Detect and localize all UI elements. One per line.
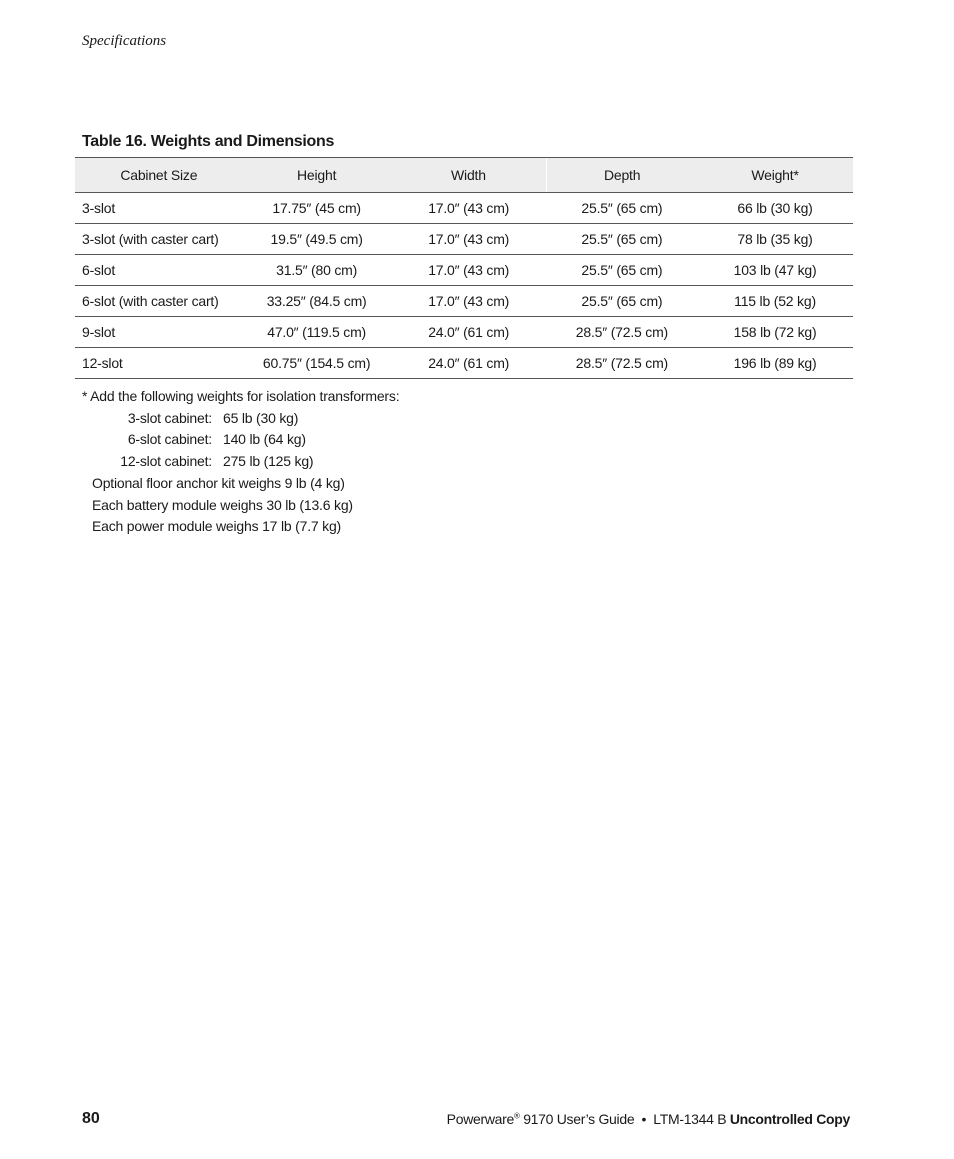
cell-height: 33.25″ (84.5 cm): [243, 286, 391, 317]
transformer-value: 275 lb (125 kg): [223, 453, 314, 470]
column-header-cabinet-size: Cabinet Size: [75, 158, 243, 193]
cell-width: 24.0″ (61 cm): [391, 348, 547, 379]
transformer-weight-item: [82, 408, 399, 430]
transformer-label: 3-slot cabinet:: [127, 409, 212, 426]
cell-cabinet-size: 12-slot: [75, 348, 243, 379]
document-footer: [447, 1111, 850, 1127]
cell-depth: 25.5″ (65 cm): [547, 224, 697, 255]
column-header-height: Height: [243, 158, 391, 193]
footnote-intro: * Add the following weights for isolation transformers:: [82, 388, 400, 404]
cell-height: 31.5″ (80 cm): [243, 255, 391, 286]
table-row: [75, 317, 853, 348]
cell-weight: 103 lb (47 kg): [697, 255, 853, 286]
footnote-extra: Each power module weighs 17 lb (7.7 kg): [92, 518, 342, 535]
table-row: [75, 348, 853, 379]
transformer-value: 140 lb (64 kg): [223, 431, 306, 448]
table-row: [75, 193, 853, 224]
table-row: [75, 255, 853, 286]
cell-cabinet-size: 9-slot: [75, 317, 243, 348]
transformer-label: 12-slot cabinet:: [120, 453, 212, 470]
column-header-weight: Weight*: [697, 158, 853, 193]
footnote-extra: Optional floor anchor kit weighs 9 lb (4 kg): [92, 474, 345, 491]
transformer-weight-item: [82, 451, 399, 473]
cell-cabinet-size: 3-slot (with caster cart): [75, 224, 243, 255]
cell-height: 60.75″ (154.5 cm): [243, 348, 391, 379]
cell-weight: 196 lb (89 kg): [697, 348, 853, 379]
cell-width: 17.0″ (43 cm): [391, 193, 547, 224]
cell-weight: 158 lb (72 kg): [697, 317, 853, 348]
cell-width: 17.0″ (43 cm): [391, 286, 547, 317]
page-number: 80: [82, 1110, 100, 1127]
table-title: Table 16. Weights and Dimensions: [82, 133, 335, 150]
cell-cabinet-size: 6-slot: [75, 255, 243, 286]
running-header: Specifications: [82, 33, 167, 49]
table-footnotes: [82, 386, 399, 538]
transformer-weight-item: [82, 429, 399, 451]
cell-depth: 25.5″ (65 cm): [547, 193, 697, 224]
cell-height: 19.5″ (49.5 cm): [243, 224, 391, 255]
cell-cabinet-size: 6-slot (with caster cart): [75, 286, 243, 317]
table-row: [75, 286, 853, 317]
column-header-depth: Depth: [547, 158, 697, 193]
table-row: [75, 224, 853, 255]
cell-width: 24.0″ (61 cm): [391, 317, 547, 348]
cell-weight: 115 lb (52 kg): [697, 286, 853, 317]
cell-width: 17.0″ (43 cm): [391, 224, 547, 255]
cell-depth: 28.5″ (72.5 cm): [547, 348, 697, 379]
cell-height: 17.75″ (45 cm): [243, 193, 391, 224]
column-header-width: Width: [391, 158, 547, 193]
cell-cabinet-size: 3-slot: [75, 193, 243, 224]
cell-width: 17.0″ (43 cm): [391, 255, 547, 286]
footer-status: Uncontrolled Copy: [729, 1111, 850, 1127]
cell-weight: 66 lb (30 kg): [697, 193, 853, 224]
cell-depth: 25.5″ (65 cm): [547, 286, 697, 317]
footnote-extra: Each battery module weighs 30 lb (13.6 kg): [92, 496, 353, 513]
weights-dimensions-table: [75, 157, 853, 379]
cell-height: 47.0″ (119.5 cm): [243, 317, 391, 348]
cell-depth: 25.5″ (65 cm): [547, 255, 697, 286]
footer-brand: Powerware: [446, 1111, 514, 1127]
table-header-row: [75, 158, 853, 193]
registered-mark: ®: [514, 1111, 520, 1121]
cell-depth: 28.5″ (72.5 cm): [547, 317, 697, 348]
transformer-label: 6-slot cabinet:: [127, 431, 212, 448]
cell-weight: 78 lb (35 kg): [697, 224, 853, 255]
transformer-value: 65 lb (30 kg): [223, 409, 299, 426]
footer-guide: 9170 User’s Guide • LTM-1344 B: [519, 1111, 730, 1127]
